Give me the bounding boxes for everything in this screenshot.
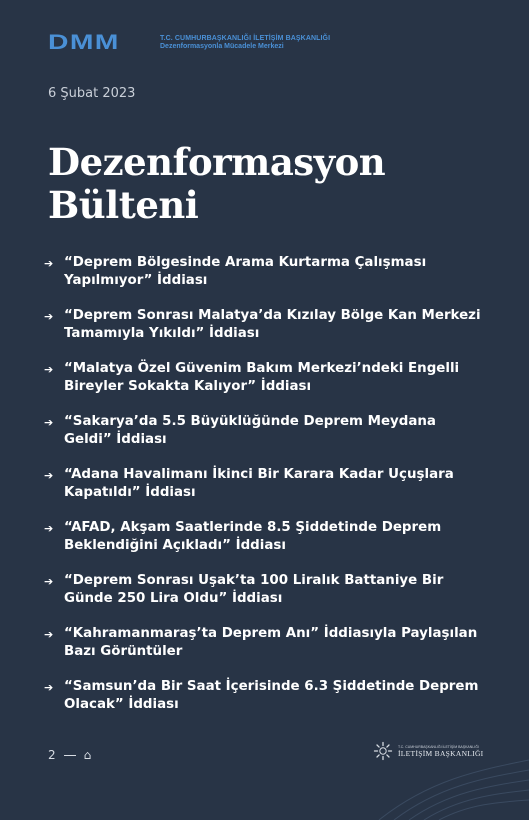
- arrow-right-icon: ➔: [44, 469, 54, 482]
- header-org-line2: Dezenformasyonla Mücadele Merkezi: [160, 43, 284, 50]
- list-item[interactable]: [44, 572, 484, 625]
- home-icon[interactable]: ⌂: [83, 748, 92, 762]
- list-item[interactable]: [44, 678, 484, 731]
- divider: [64, 755, 76, 756]
- title-line-2: Bülteni: [48, 183, 199, 227]
- list-item-label[interactable]: “Adana Havalimanı İkinci Bir Karara Kadar Uçuşlara Kapatıldı” İddiası: [64, 467, 454, 500]
- dmm-logo[interactable]: DMM: [48, 31, 120, 54]
- list-item[interactable]: [44, 360, 484, 413]
- list-item-label[interactable]: “Kahramanmaraş’ta Deprem Anı” İddiasıyla Paylaşılan Bazı Görüntüler: [64, 626, 478, 659]
- title-line-1: Dezenformasyon: [48, 140, 386, 184]
- arrow-right-icon: ➔: [44, 310, 54, 323]
- arrow-right-icon: ➔: [44, 522, 54, 535]
- list-item-label[interactable]: “AFAD, Akşam Saatlerinde 8.5 Şiddetinde Deprem Beklendiğini Açıkladı” İddiası: [64, 520, 442, 553]
- list-item-label[interactable]: “Sakarya’da 5.5 Büyüklüğünde Deprem Meydana Geldi” İddiası: [64, 414, 436, 447]
- footer-org-small: T.C. CUMHURBAŞKANLIĞI İLETİŞİM BAŞKANLIĞI: [398, 744, 479, 749]
- bulletin-date: 6 Şubat 2023: [48, 86, 136, 101]
- list-item-label[interactable]: “Deprem Sonrası Uşak’ta 100 Liralık Battaniye Bir Günde 250 Lira Oldu” İddiası: [64, 573, 444, 606]
- header-org-line1: T.C. CUMHURBAŞKANLIĞI İLETİŞİM BAŞKANLIĞI: [160, 35, 331, 42]
- arrow-right-icon: ➔: [44, 416, 54, 429]
- arrow-right-icon: ➔: [44, 363, 54, 376]
- decorative-waves: [359, 740, 529, 820]
- page-number: 2: [48, 748, 56, 762]
- arrow-right-icon: ➔: [44, 575, 54, 588]
- list-item[interactable]: [44, 625, 484, 678]
- page-title: [48, 141, 385, 227]
- arrow-right-icon: ➔: [44, 257, 54, 270]
- list-item[interactable]: [44, 254, 484, 307]
- footer-org-name: İLETİŞİM BAŞKANLIĞI: [398, 748, 484, 758]
- list-item-label[interactable]: “Deprem Sonrası Malatya’da Kızılay Bölge Kan Merkezi Tamamıyla Yıkıldı” İddiası: [64, 308, 481, 341]
- list-item[interactable]: [44, 307, 484, 360]
- arrow-right-icon: ➔: [44, 628, 54, 641]
- claims-list: [44, 254, 484, 731]
- list-item-label[interactable]: “Malatya Özel Güvenim Bakım Merkezi’ndeki Engelli Bireyler Sokakta Kalıyor” İddiası: [64, 361, 460, 394]
- list-item-label[interactable]: “Samsun’da Bir Saat İçerisinde 6.3 Şiddetinde Deprem Olacak” İddiası: [64, 679, 479, 712]
- arrow-right-icon: ➔: [44, 681, 54, 694]
- header: [48, 32, 330, 53]
- list-item[interactable]: [44, 519, 484, 572]
- list-item[interactable]: [44, 466, 484, 519]
- page-footer-nav: [48, 748, 91, 762]
- list-item[interactable]: [44, 413, 484, 466]
- list-item-label[interactable]: “Deprem Bölgesinde Arama Kurtarma Çalışması Yapılmıyor” İddiası: [64, 255, 427, 288]
